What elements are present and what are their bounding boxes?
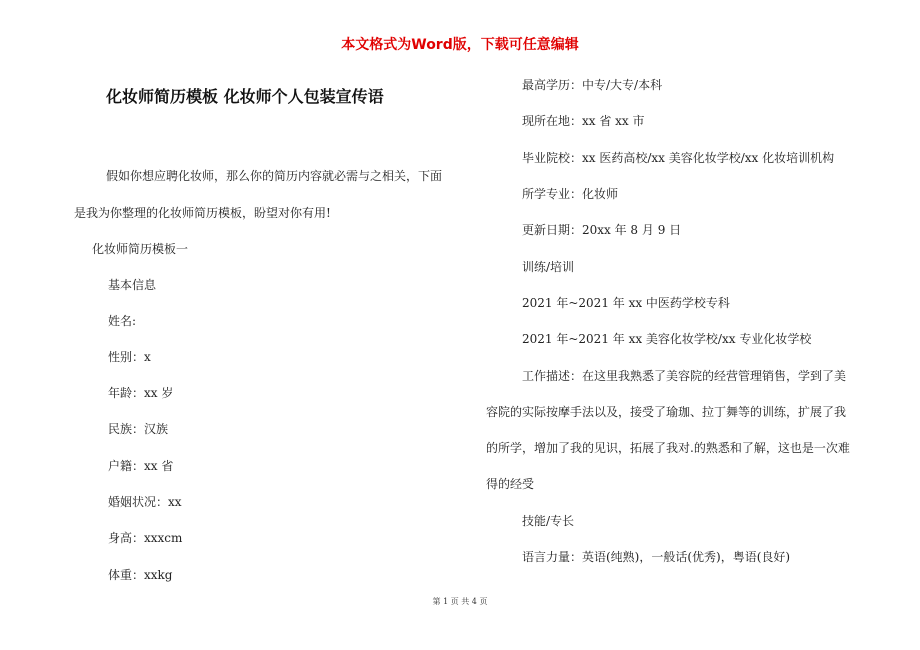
field-school: 毕业院校：xx 医药高校/xx 美容化妆学校/xx 化妆培训机构 [522, 151, 835, 165]
training-entry: 2021 年~2021 年 xx 中医药学校专科 [522, 296, 730, 310]
field-marital-status: 婚姻状况：xx [108, 495, 182, 509]
work-description-line: 的所学，增加了我的见识，拓展了我对.的熟悉和了解，这也是一次难 [486, 441, 850, 455]
field-major: 所学专业：化妆师 [522, 187, 619, 201]
work-description-line: 得的经受 [486, 477, 535, 491]
field-weight: 体重：xxkg [108, 568, 173, 582]
field-gender: 性别：x [108, 350, 151, 364]
field-height: 身高：xxxcm [108, 531, 183, 545]
field-languages: 语言力量：英语(纯熟)，一般话(优秀)，粤语(良好) [522, 550, 791, 564]
document-title: 化妆师简历模板 化妆师个人包装宣传语 [106, 87, 384, 106]
section-training: 训练/培训 [522, 260, 575, 274]
field-ethnicity: 民族：汉族 [108, 422, 169, 436]
training-entry: 2021 年~2021 年 xx 美容化妆学校/xx 专业化妆学校 [522, 332, 812, 346]
work-description-line: 工作描述：在这里我熟悉了美容院的经营管理销售，学到了美 [522, 369, 847, 383]
section-skills: 技能/专长 [522, 514, 575, 528]
word-format-banner: 本文格式为Word版，下载可任意编辑 [341, 37, 579, 53]
field-name: 姓名: [108, 314, 137, 328]
paragraph-line: 假如你想应聘化妆师，那么你的简历内容就必需与之相关，下面 [106, 169, 443, 183]
paragraph-line: 是我为你整理的化妆师简历模板，盼望对你有用! [74, 206, 331, 220]
section-heading: 化妆师简历模板一 [92, 242, 189, 256]
field-location: 现所在地：xx 省 xx 市 [522, 114, 645, 128]
field-hometown: 户籍：xx 省 [108, 459, 174, 473]
section-subheading: 基本信息 [108, 278, 157, 292]
work-description-line: 容院的实际按摩手法以及，接受了瑜珈、拉丁舞等的训练，扩展了我 [486, 405, 847, 419]
field-update-date: 更新日期：20xx 年 8 月 9 日 [522, 223, 682, 237]
field-age: 年龄：xx 岁 [108, 386, 174, 400]
page-number: 第 1 页 共 4 页 [432, 597, 488, 606]
field-education: 最高学历：中专/大专/本科 [522, 78, 663, 92]
